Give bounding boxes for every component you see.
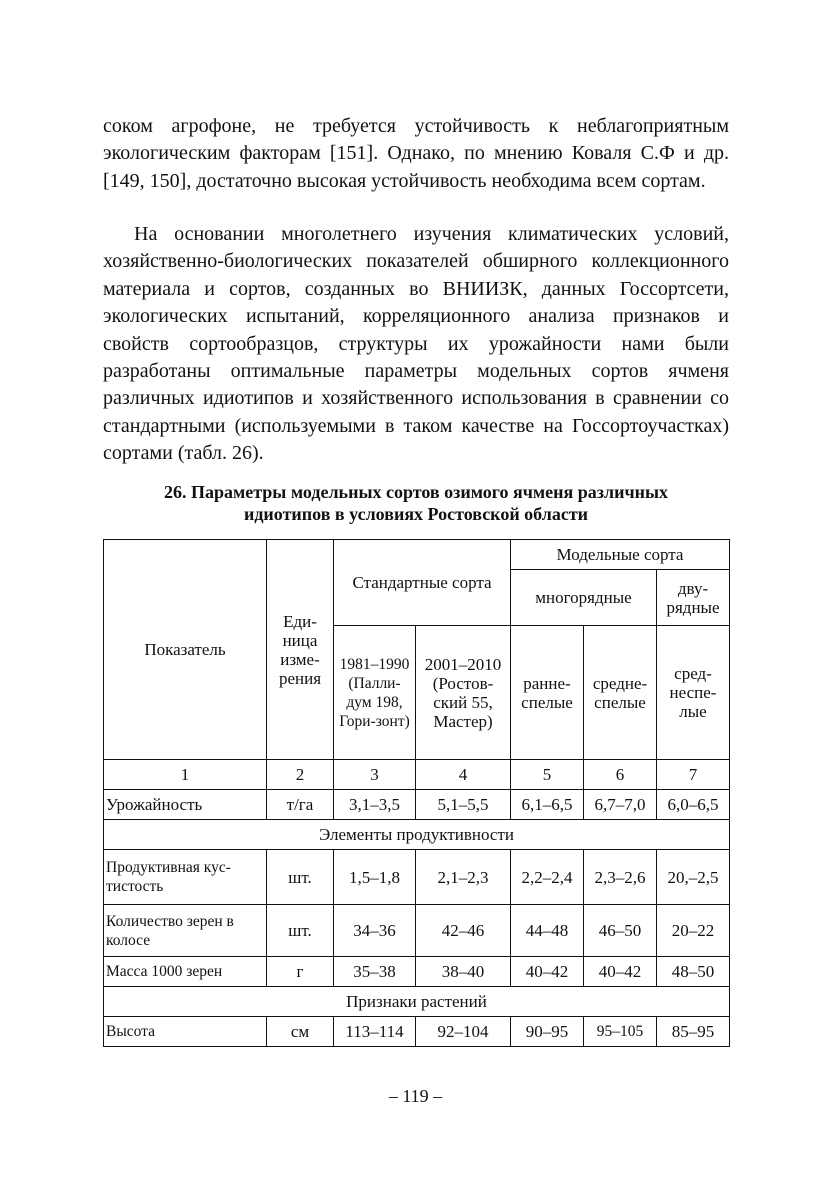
row-indicator: Высота — [104, 1017, 267, 1047]
column-number: 7 — [657, 760, 730, 790]
row-value: 2,2–2,4 — [511, 850, 584, 905]
row-value: 20,–2,5 — [657, 850, 730, 905]
column-number: 2 — [267, 760, 334, 790]
header-mid-2: сред-неспе-лые — [657, 626, 730, 760]
row-value: 35–38 — [334, 957, 416, 987]
row-value: 5,1–5,5 — [416, 790, 511, 820]
column-number: 4 — [416, 760, 511, 790]
paragraph-2 — [103, 221, 729, 468]
table-caption-line-1: 26. Параметры модельных сортов озимого ячменя различных — [163, 482, 669, 502]
column-number-row — [104, 760, 730, 790]
section-traits-label: Признаки растений — [104, 987, 730, 1017]
header-unit: Еди-ница изме-рения — [267, 540, 334, 760]
paragraph-1-text: соком агрофоне, не требуется устойчивость к неблагоприятным экологическим факторам [151]. Однако, по мнению Коваля С.Ф и др. [149, 150], достаточно высокая устойчивость необходима всем сортам. — [103, 115, 729, 192]
row-indicator: Урожайность — [104, 790, 267, 820]
parameters-table — [103, 539, 730, 1047]
row-value: 40–42 — [584, 957, 657, 987]
table-caption — [103, 481, 729, 525]
row-value: 2,3–2,6 — [584, 850, 657, 905]
row-value: 38–40 — [416, 957, 511, 987]
row-value: 85–95 — [657, 1017, 730, 1047]
row-indicator: Количество зерен в колосе — [104, 905, 267, 957]
header-mid: средне-спелые — [584, 626, 657, 760]
row-value: 42–46 — [416, 905, 511, 957]
row-unit: г — [267, 957, 334, 987]
header-indicator: Показатель — [104, 540, 267, 760]
row-value: 3,1–3,5 — [334, 790, 416, 820]
section-row-productivity — [104, 820, 730, 850]
table-caption-line-2: идиотипов в условиях Ростовской области — [243, 504, 589, 524]
header-std-period-1: 1981–1990 (Палли-дум 198, Гори-зонт) — [334, 626, 416, 760]
row-unit: см — [267, 1017, 334, 1047]
header-tworow: дву-рядные — [657, 570, 730, 626]
row-indicator: Продуктивная кус-тистость — [104, 850, 267, 905]
table-row — [104, 1017, 730, 1047]
header-model-varieties: Модельные сорта — [511, 540, 730, 570]
row-value: 6,0–6,5 — [657, 790, 730, 820]
column-number: 3 — [334, 760, 416, 790]
paragraph-1 — [103, 113, 729, 195]
paragraph-2-text: На основании многолетнего изучения климатических условий, хозяйственно-биологических показателей обширного коллекционного материала и сортов, созданных во ВНИИЗК, данных Госсортсети, экологических испытаний, корреляционного анализа признаков и свойств сортообразцов, структуры их урожайности нами были разработаны оптимальные параметры модельных сортов ячменя различных идиотипов и хозяйственного использования в сравнении со стандартными (используемыми в таком качестве на Госсортоучастках) сортами (табл. 26). — [103, 223, 729, 465]
row-unit: т/га — [267, 790, 334, 820]
row-value: 48–50 — [657, 957, 730, 987]
table-row — [104, 790, 730, 820]
table-row — [104, 905, 730, 957]
row-value: 40–42 — [511, 957, 584, 987]
page-number: – 119 – — [388, 1086, 443, 1106]
table-row — [104, 957, 730, 987]
column-number: 5 — [511, 760, 584, 790]
header-early: ранне-спелые — [511, 626, 584, 760]
column-number: 1 — [104, 760, 267, 790]
column-number: 6 — [584, 760, 657, 790]
row-value: 90–95 — [511, 1017, 584, 1047]
row-value: 34–36 — [334, 905, 416, 957]
header-standard-varieties: Стандартные сорта — [334, 540, 511, 626]
row-value: 6,1–6,5 — [511, 790, 584, 820]
row-value: 92–104 — [416, 1017, 511, 1047]
row-value: 113–114 — [334, 1017, 416, 1047]
row-value: 1,5–1,8 — [334, 850, 416, 905]
header-std-period-2: 2001–2010 (Ростов-ский 55, Мастер) — [416, 626, 511, 760]
section-row-traits — [104, 987, 730, 1017]
header-multirow: многорядные — [511, 570, 657, 626]
table-row — [104, 850, 730, 905]
row-unit: шт. — [267, 905, 334, 957]
row-value: 2,1–2,3 — [416, 850, 511, 905]
row-value: 44–48 — [511, 905, 584, 957]
row-value: 46–50 — [584, 905, 657, 957]
row-unit: шт. — [267, 850, 334, 905]
table-header-row-1 — [104, 540, 730, 570]
row-value: 95–105 — [584, 1017, 657, 1047]
section-productivity-label: Элементы продуктивности — [104, 820, 730, 850]
row-value: 20–22 — [657, 905, 730, 957]
row-value: 6,7–7,0 — [584, 790, 657, 820]
row-indicator: Масса 1000 зерен — [104, 957, 267, 987]
